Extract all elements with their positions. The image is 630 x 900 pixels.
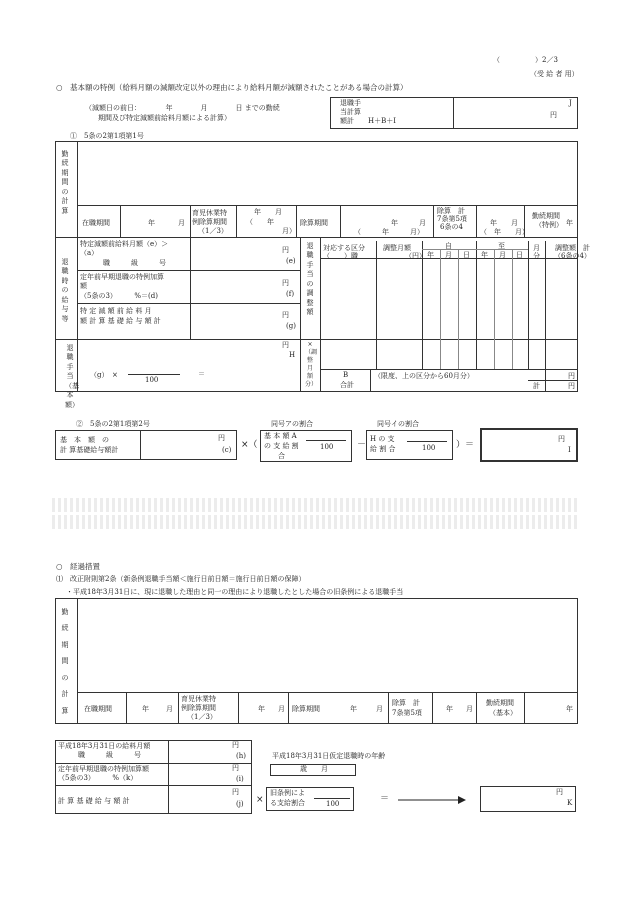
date-head: 年 (481, 251, 488, 259)
year-unit: 年 (148, 219, 155, 227)
chosei-total-label: （6条の4） (554, 252, 591, 260)
month-unit: 月 (466, 705, 473, 713)
ikuji-label: 例除算期間 (192, 218, 227, 226)
month-unit: 月 (376, 705, 383, 713)
page-number: （ ）2／3 (493, 56, 558, 64)
jo7-paren: （ 年 月） (480, 228, 529, 236)
e-label: （a） (80, 249, 99, 257)
I-result-box (480, 428, 578, 462)
ratio-i-label: 給 割 合 (370, 445, 396, 453)
h-label: 職 級 号 (78, 751, 141, 759)
code-j: (j) (236, 800, 244, 808)
recipient-label: （受 給 者 用） (530, 70, 579, 78)
ratio-i-denominator: 100 (422, 444, 436, 452)
section1-title: ○ 基本額の特例（給料月額の減額改定以外の理由により給料月額が減額されたことがある場合の計算） (56, 83, 408, 92)
formula-label: （g） × (90, 371, 118, 379)
yen-unit: 円 (558, 435, 565, 443)
yen-unit: 円 (232, 764, 239, 772)
josan-label: 除算期間 (300, 219, 328, 227)
tokurei-label: （特例） (535, 221, 563, 229)
kinzoku-base-label: 勤続期間 (486, 699, 514, 707)
calc-code-J: J (569, 99, 572, 107)
kihon-label: 基 本 額 の (60, 436, 109, 444)
code-c: (c) (222, 446, 232, 454)
code-B: B (343, 371, 349, 379)
yen-unit: 円 (568, 372, 575, 380)
old-ratio-label: る支給割合 (270, 799, 305, 807)
ikuji-period-paren: 月） (282, 227, 296, 235)
section2-sub2: ・平成18年3月31日に、現に退職した理由と同一の理由により退職したとした場合の旧条例による退職手当 (66, 588, 404, 596)
year-unit: 年 (566, 705, 573, 713)
times-paren: ×（ (241, 440, 258, 450)
code-H: H (289, 351, 296, 359)
subsection1-title: ① 5条の2第1項第1号 (70, 132, 144, 140)
code-K: K (567, 799, 573, 807)
chosei-vertical: 退職手当の調整額 (306, 242, 314, 317)
jo7-label: 除算 計 (437, 207, 465, 215)
ji-label: 自 (445, 242, 452, 250)
formula-denominator: 100 (145, 376, 159, 384)
bun-label: 月 (533, 244, 540, 252)
date-head: 月 (445, 251, 452, 259)
getsu-label: （円） (405, 252, 426, 260)
old-ratio-label: 旧条例によ (270, 789, 305, 797)
yen-unit: 円 (282, 341, 289, 349)
zaishoku-label: 在職期間 (84, 705, 112, 713)
date-head: 日 (463, 251, 470, 259)
josan-period-value: 年 月 (391, 219, 426, 227)
bun-label: 分 (533, 252, 540, 260)
year-unit: 年 (142, 705, 149, 713)
year-unit: 年 (446, 705, 453, 713)
f-label: （5条の3） %＝(d) (80, 292, 159, 300)
chosei-total-label: 調整額 計 (555, 244, 590, 252)
yen-unit: 円 (568, 382, 575, 390)
ikuji-label: （1／3） (187, 713, 217, 721)
ikuji-label: （1／3） (198, 227, 228, 235)
date-head: 日 (516, 251, 523, 259)
B-note: （限度、上の区分から60月分） (374, 372, 474, 380)
code-i: (i) (236, 775, 244, 783)
month-unit: 月 (166, 705, 173, 713)
f-code: (f) (286, 290, 295, 298)
kihon-label: 計 算基礎給与額計 (60, 446, 119, 454)
ratio-a-label: の 支 給 割 (264, 442, 299, 450)
age-value: 歳 月 (300, 765, 328, 773)
age-title: 平成18年3月31日仮定退職時の年齢 (272, 752, 386, 760)
kei-label: 計 (533, 382, 540, 390)
ikuji-label: 育児休業特 (192, 209, 227, 217)
B-sum-label: 合計 (340, 381, 354, 389)
salary-vertical: 退職時の給与等 (61, 258, 69, 323)
old-ratio-denominator: 100 (326, 800, 340, 808)
kinzoku2-vertical: 勤続期間の計算 (61, 608, 69, 715)
yen-unit: 円 (282, 279, 289, 287)
year-unit: 年 (566, 219, 573, 227)
minus-sign: － (357, 440, 367, 450)
jo7-value: 年 月 (490, 219, 518, 227)
g-code: (g) (286, 322, 296, 330)
ratio-i-label: H の 支 (370, 435, 395, 443)
getsu-label: 調整月額 (383, 244, 411, 252)
kinzoku-base-label: （基本） (489, 709, 517, 717)
times-sign: × (256, 795, 264, 805)
arrow-right-icon (398, 794, 468, 806)
ratio-a-label: 合 (278, 452, 285, 460)
yen-unit: 円 (556, 788, 563, 796)
calc-label: 額計 H＋B＋I (340, 117, 397, 125)
ikuji-label: 例除算期間 (181, 704, 216, 712)
chosei2-vertical: ×（調整月額分） (305, 341, 318, 389)
date-head: 月 (499, 251, 506, 259)
f-label: 定年前早期退職の特例加算 (80, 273, 164, 281)
kubun-label: （ ）職 (323, 252, 358, 260)
g-label: 額 計 算 基 礎 給 与 額 計 (80, 317, 161, 325)
ratio-i-title: 同号イの割合 (377, 420, 419, 428)
ikuji-period-value: 年 月 (254, 208, 282, 216)
josan-label: 除算期間 (292, 705, 320, 713)
calc-label: 当計算 (340, 108, 361, 116)
jo7-label: 7条第5項 (437, 215, 467, 223)
year-unit: 年 (258, 705, 265, 713)
yen-unit: 円 (232, 788, 239, 796)
ikuji-period-paren: （ 年 (246, 218, 274, 226)
ratio-a-title: 同号アの割合 (271, 420, 313, 428)
code-h: (h) (236, 752, 246, 760)
yen-unit: 円 (218, 434, 225, 442)
kihon-vertical: 退職手当（基本額） (65, 344, 79, 409)
kihon-calc-box (55, 430, 237, 460)
ikuji-label: 育児休業特 (181, 695, 216, 703)
month-unit: 月 (178, 219, 185, 227)
year-unit: 年 (350, 705, 357, 713)
ratio-a-label: 基 本 額 A (264, 432, 297, 440)
j-label: 計 算 基 礎 給 与 額 計 (58, 797, 130, 805)
reduction-date-note-2: 期間及び特定減額前給料月額による計算） (98, 114, 231, 122)
josan-period-paren: （ 年 月） (354, 228, 424, 236)
i-label: （5条の3） %（k） (58, 774, 138, 782)
jo7-label: 6条の4 (440, 223, 463, 231)
month-unit: 月 (278, 705, 285, 713)
yen-unit: 円 (550, 111, 557, 119)
close-equals: ）＝ (456, 440, 475, 450)
kubun-label: 対応する区分 (323, 244, 365, 252)
subsection2-title: ② 5条の2第1項第2号 (76, 420, 150, 428)
yen-unit: 円 (232, 741, 239, 749)
jo7-label: 7条第5項 (392, 709, 422, 717)
itaru-label: 至 (498, 242, 505, 250)
section2-sub1: ⑴ 改正附則第2条（新条例退職手当額＜施行日前日額＝施行日前日額の保障） (56, 575, 306, 583)
section2-title: ○ 経過措置 (56, 562, 101, 571)
h-label: 平成18年3月31日の給料月額 (58, 742, 151, 750)
jo7-label: 除算 計 (392, 699, 420, 707)
kinzoku-period-vertical: 勤続期間の計算 (61, 150, 69, 215)
f-label: 額 (80, 282, 87, 290)
e-label: 特定減額前給料月額（e）＞ (80, 240, 169, 248)
ratio-a-denominator: 100 (320, 443, 334, 451)
g-label: 特 定 減 額 前 給 料 月 (80, 307, 152, 315)
yen-unit: 円 (282, 246, 289, 254)
reduction-date-note: （減額日の前日： 年 月 日 までの勤続 (85, 104, 280, 112)
equals: ＝ (380, 794, 390, 804)
zaishoku-label: 在職期間 (82, 219, 110, 227)
code-I: I (568, 446, 571, 454)
e-label: 職 級 号 (103, 259, 166, 267)
tokurei-label: 勤続期間 (532, 212, 560, 220)
calc-label: 退職手 (340, 99, 361, 107)
date-head: 年 (427, 251, 434, 259)
equals: ＝ (198, 370, 205, 378)
i-label: 定年前早期退職の特例加算額 (58, 765, 149, 773)
e-code: (e) (286, 257, 296, 265)
yen-unit: 円 (282, 311, 289, 319)
